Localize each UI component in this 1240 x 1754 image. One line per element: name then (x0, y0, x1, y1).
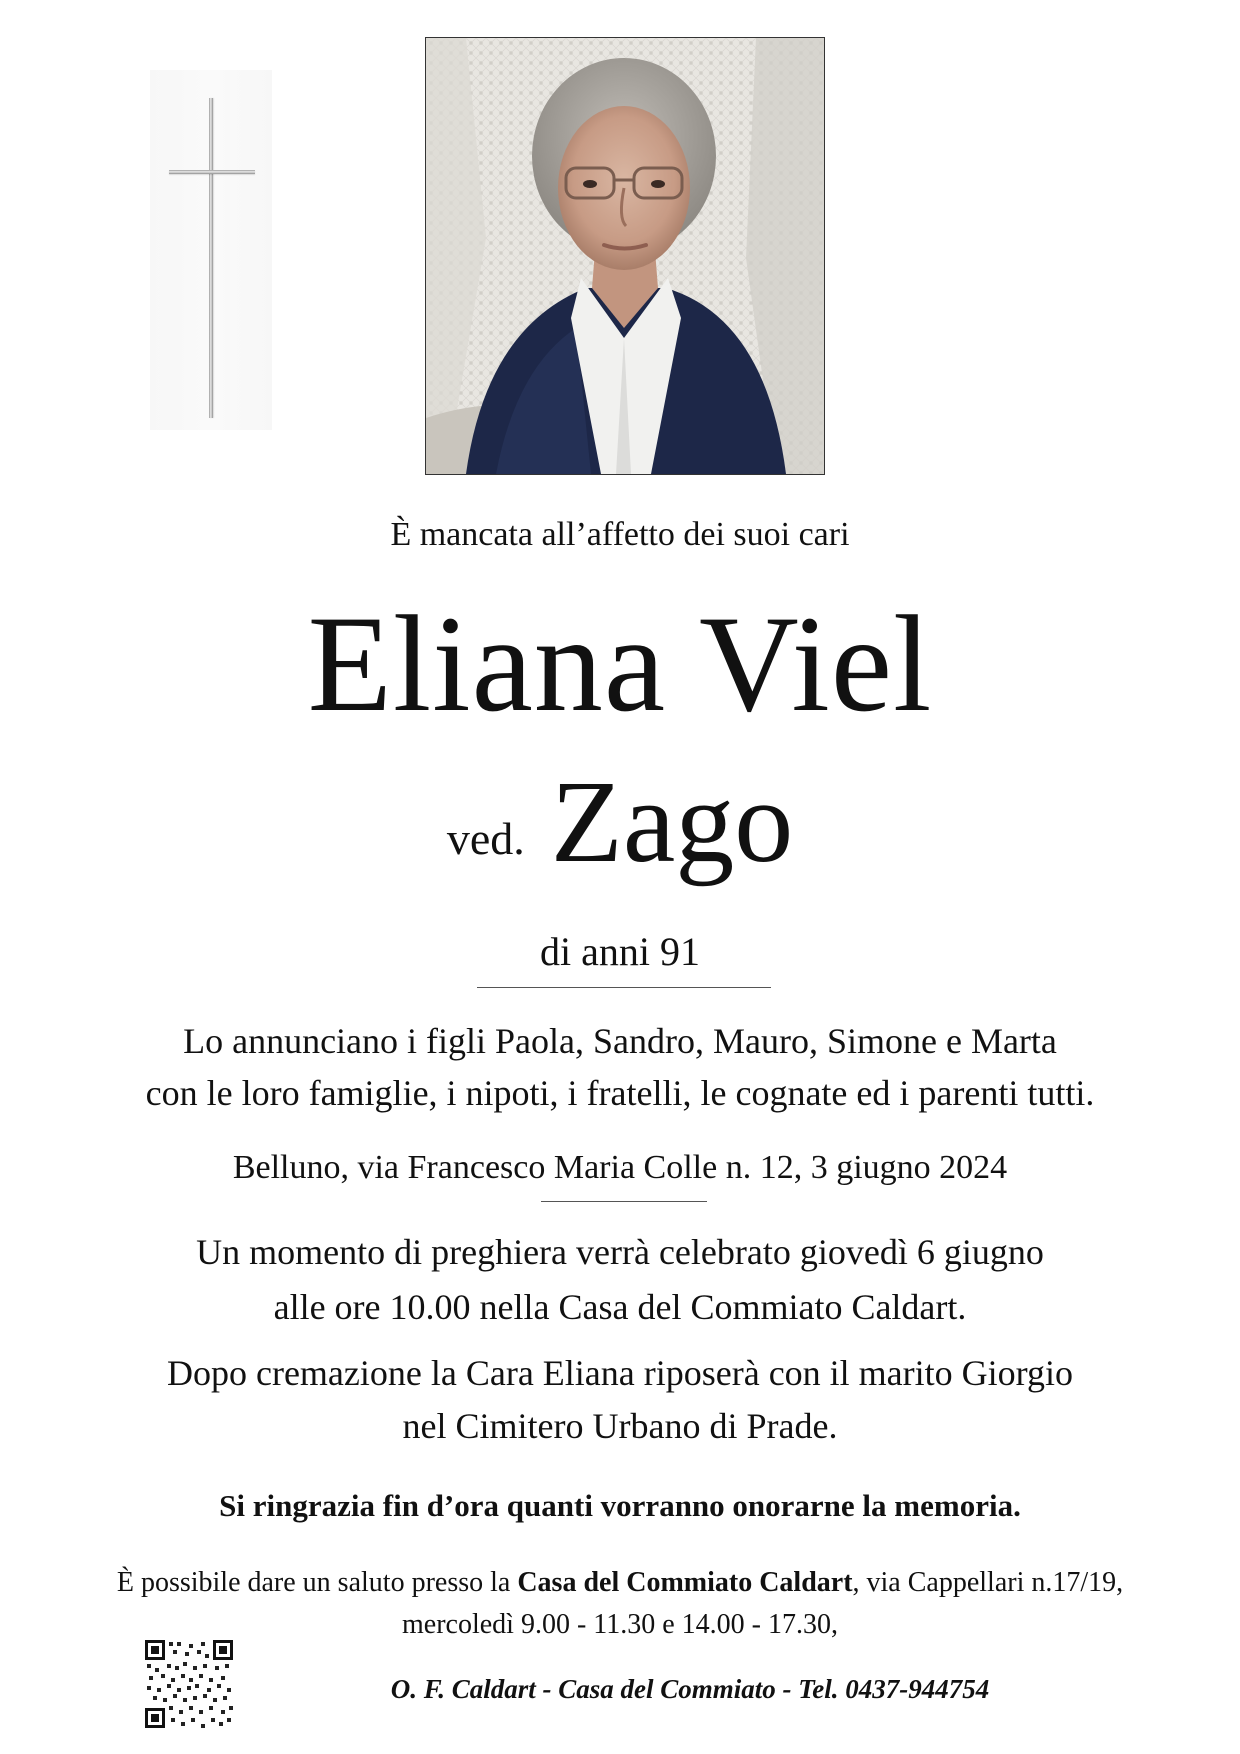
cremation-line-2: nel Cimitero Urbano di Prade. (402, 1406, 838, 1446)
prayer-line-1: Un momento di preghiera verrà celebrato giovedì 6 giugno (196, 1232, 1044, 1272)
married-name: Zago (550, 756, 794, 887)
cross-vertical-bar (209, 98, 213, 418)
ved-prefix: ved. (446, 813, 525, 865)
visitation-post: , via Cappellari n.17/19, (852, 1567, 1124, 1598)
visitation-info (0, 1562, 1240, 1646)
prayer-notice (0, 1225, 1240, 1335)
visitation-pre: È possibile dare un saluto presso la (116, 1567, 518, 1598)
funeral-home-footer: O. F. Caldart - Casa del Commiato - Tel. 0437-944754 (390, 1674, 990, 1704)
cross-horizontal-bar (169, 170, 255, 174)
visitation-line-1 (0, 1562, 1240, 1604)
portrait-photo (425, 37, 825, 475)
cremation-notice (0, 1347, 1240, 1453)
announcement-line-1: Lo annunciano i figli Paola, Sandro, Mauro, Simone e Marta (183, 1021, 1057, 1061)
cremation-line-1: Dopo cremazione la Cara Eliana riposerà con il marito Giorgio (166, 1353, 1073, 1393)
prayer-line-2: alle ore 10.00 nella Casa del Commiato Caldart. (273, 1287, 967, 1327)
intro-text: È mancata all’affetto dei suoi cari (390, 516, 850, 553)
announcement (0, 1015, 1240, 1119)
married-name-line (0, 756, 1240, 887)
thanks-text: Si ringrazia fin d’ora quanti vorranno onorarne la memoria. (219, 1488, 1021, 1523)
age-text: di anni 91 (540, 929, 700, 974)
visitation-place: Casa del Commiato Caldart (517, 1567, 853, 1598)
divider (477, 987, 771, 988)
announcement-line-2: con le loro famiglie, i nipoti, i fratelli, le cognate ed i parenti tutti. (145, 1073, 1095, 1113)
address-date: Belluno, via Francesco Maria Colle n. 12, 3 giugno 2024 (232, 1149, 1008, 1186)
cross-icon (150, 70, 272, 430)
divider (541, 1201, 707, 1202)
deceased-name: Eliana Viel (307, 587, 933, 740)
visitation-hours: mercoledì 9.00 - 11.30 e 14.00 - 17.30, (402, 1609, 838, 1640)
